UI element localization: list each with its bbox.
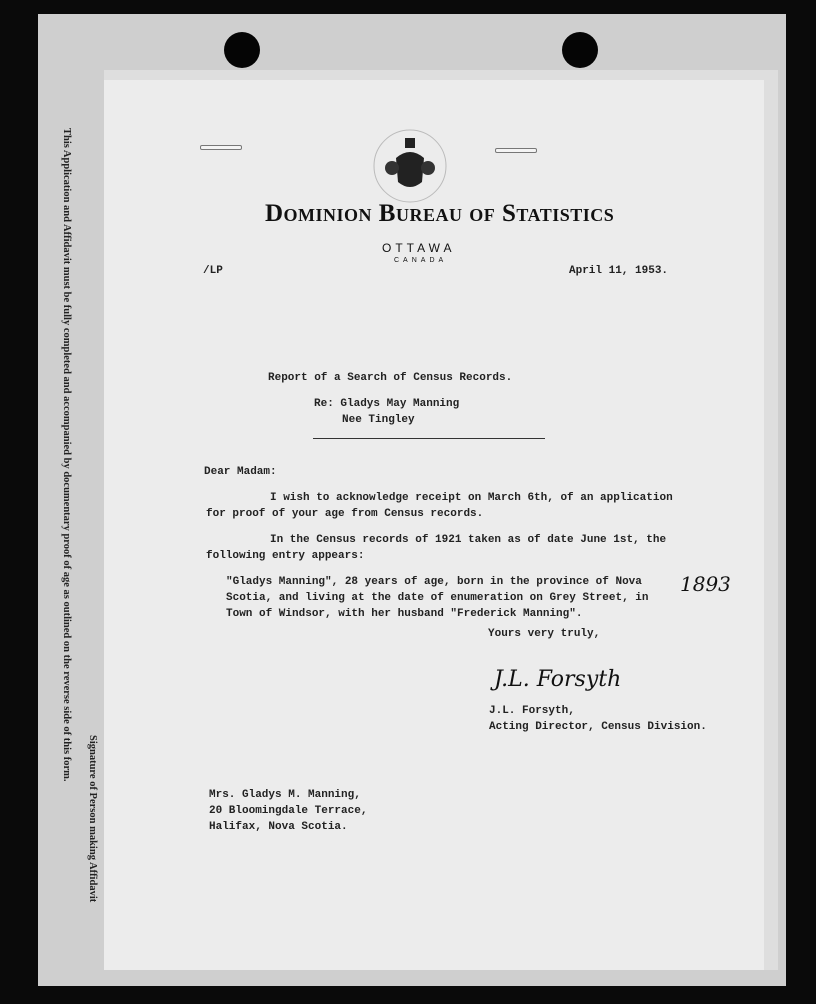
paragraph-line: following entry appears:: [206, 550, 365, 562]
letter-date: April 11, 1953.: [569, 265, 669, 277]
census-entry-line: Scotia, and living at the date of enumeration on Grey Street, in: [226, 592, 649, 604]
recipient-line: Halifax, Nova Scotia.: [209, 821, 348, 833]
letter-subject: Report of a Search of Census Records.: [268, 372, 513, 384]
paragraph-line: In the Census records of 1921 taken as of date June 1st, the: [270, 534, 667, 546]
signer-title: Acting Director, Census Division.: [489, 721, 707, 733]
reference-code: /LP: [203, 265, 223, 277]
paragraph-line: I wish to acknowledge receipt on March 6th, of an application: [270, 492, 673, 504]
signer-name: J.L. Forsyth,: [489, 705, 575, 717]
organization-name: Dominion Bureau of Statistics: [265, 200, 615, 227]
staple: [495, 148, 537, 153]
recipient-line: Mrs. Gladys M. Manning,: [209, 789, 361, 801]
signature: J.L. Forsyth: [494, 667, 622, 692]
salutation: Dear Madam:: [204, 466, 277, 478]
form-instruction: This Application and Affidavit must be fully completed and accompanied by documentary proof of age as outlined on the reverse side of this form.: [61, 128, 72, 782]
divider: [313, 438, 545, 439]
handwritten-year: 1893: [680, 572, 731, 596]
paragraph-line: for proof of your age from Census records.: [206, 508, 484, 520]
signature-label: Signature of Person making Affidavit: [87, 735, 98, 903]
staple: [200, 145, 242, 150]
coat-of-arms-seal: [372, 128, 448, 204]
punch-hole: [562, 32, 598, 68]
re-line: Nee Tingley: [342, 414, 415, 426]
re-line: Re: Gladys May Manning: [314, 398, 460, 410]
closing: Yours very truly,: [488, 628, 601, 640]
census-entry-line: "Gladys Manning", 28 years of age, born in the province of Nova: [226, 576, 642, 588]
recipient-line: 20 Bloomingdale Terrace,: [209, 805, 368, 817]
punch-hole: [224, 32, 260, 68]
census-entry-line: Town of Windsor, with her husband "Frederick Manning".: [226, 608, 583, 620]
city: OTTAWA: [382, 241, 456, 255]
country: CANADA: [394, 257, 448, 264]
